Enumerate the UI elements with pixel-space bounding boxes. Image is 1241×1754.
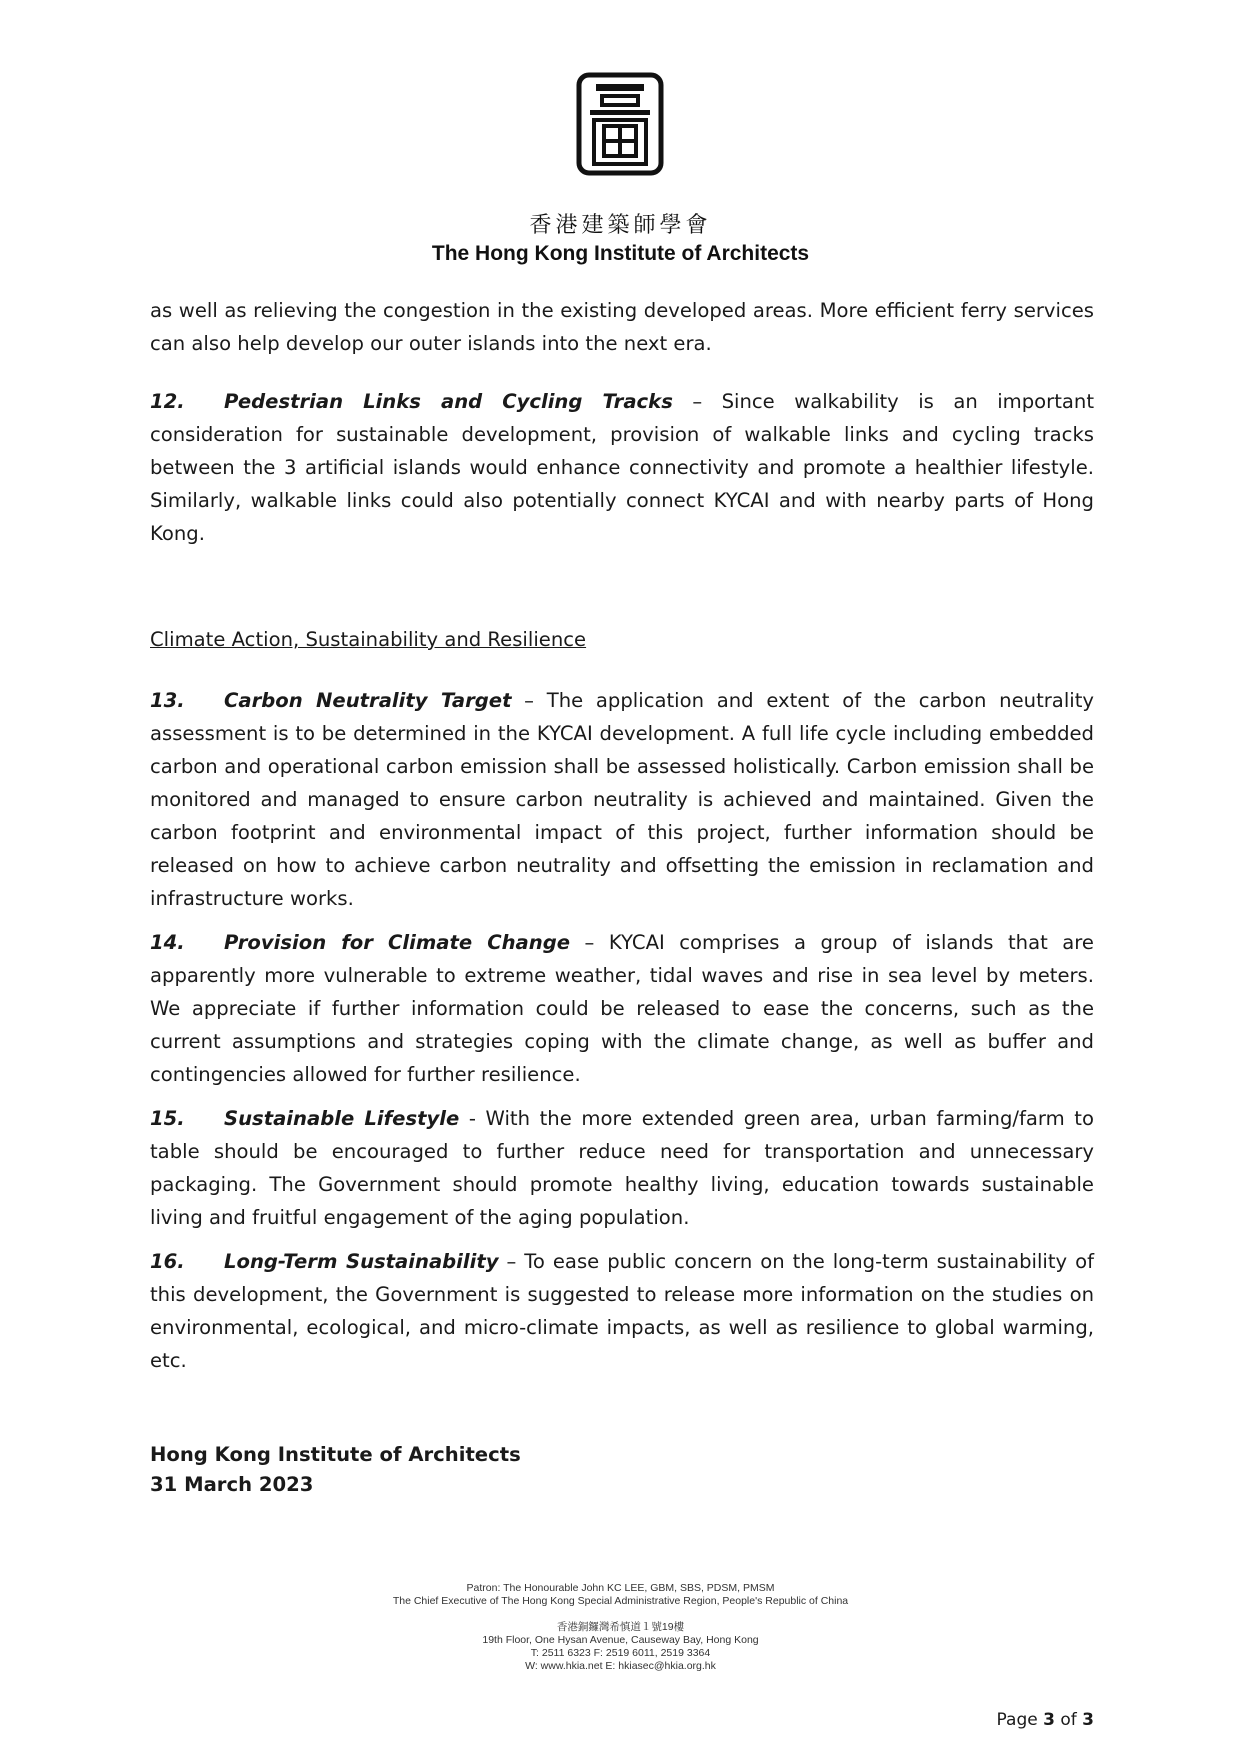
page-number xyxy=(997,1710,1094,1730)
item-number: 13. xyxy=(150,689,185,712)
item-separator: – xyxy=(570,931,609,954)
item-number: 15. xyxy=(150,1107,185,1130)
item-12 xyxy=(150,385,1094,550)
item-title: Long-Term Sustainability xyxy=(224,1250,499,1273)
footer xyxy=(0,1582,1241,1673)
item-separator: - xyxy=(459,1107,486,1130)
item-text: To ease public concern on the long-term sustainability of this development, the Government is suggested to release more information on the studies on environmental, ecological, and micro-climate impacts, as well as resilience to global warming, etc. xyxy=(150,1250,1094,1372)
item-separator: – xyxy=(498,1250,525,1273)
page-prefix: Page xyxy=(996,1710,1044,1730)
footer-address-cn: 香港銅鑼灣希慎道１號19樓 xyxy=(556,1621,685,1633)
item-text: Since walkability is an important consideration for sustainable development, provision of walkable links and cycling tracks between the 3 artificial islands would enhance connectivity and promote a healthier lifestyle. Similarly, walkable links could also potentially connect KYCAI and with nearby parts of Hong Kong. xyxy=(150,390,1095,545)
signature-date: 31 March 2023 xyxy=(150,1473,314,1496)
item-title: Sustainable Lifestyle xyxy=(224,1107,460,1130)
footer-patron-line2: The Chief Executive of The Hong Kong Special Administrative Region, People's Republic of China xyxy=(392,1595,849,1607)
page-of: of xyxy=(1054,1710,1083,1730)
page-current: 3 xyxy=(1043,1710,1055,1730)
item-text: With the more extended green area, urban farming/farm to table should be encouraged to further reduce need for transportation and unnecessary packaging. The Government should promote healthy living, education towards sustainable living and fruitful engagement of the aging population. xyxy=(150,1107,1094,1229)
item-text: The application and extent of the carbon neutrality assessment is to be determined in the KYCAI development. A full life cycle including embedded carbon and operational carbon emission shall be assessed holistically. Carbon emission shall be monitored and managed to ensure carbon neutrality is achieved and maintained. Given the carbon footprint and environmental impact of this project, further information should be released on how to achieve carbon neutrality and offsetting the emission in reclamation and infrastructure works. xyxy=(150,689,1094,910)
item-13 xyxy=(150,684,1094,915)
body-section xyxy=(150,684,1094,1377)
item-title: Provision for Climate Change xyxy=(224,931,571,954)
page-total: 3 xyxy=(1082,1710,1094,1730)
item-number: 16. xyxy=(150,1250,185,1273)
body-top xyxy=(150,294,1094,550)
item-number: 12. xyxy=(150,390,185,413)
item-15 xyxy=(150,1102,1094,1234)
item-text: KYCAI comprises a group of islands that are apparently more vulnerable to extreme weather, tidal waves and rise in sea level by meters. We appreciate if further information could be released to ease the concerns, such as the current assumptions and strategies coping with the climate change, as well as buffer and contingencies allowed for further resilience. xyxy=(150,931,1094,1086)
signature-org: Hong Kong Institute of Architects xyxy=(150,1443,521,1466)
section-heading: Climate Action, Sustainability and Resilience xyxy=(150,628,587,651)
item-title: Carbon Neutrality Target xyxy=(224,689,512,712)
continuation-paragraph: as well as relieving the congestion in the existing developed areas. More efficient ferry services can also help develop our outer islands into the next era. xyxy=(150,299,1094,355)
item-14 xyxy=(150,926,1094,1091)
item-16 xyxy=(150,1245,1094,1377)
org-name-chinese: 香港建築師學會 xyxy=(529,213,712,238)
item-separator: – xyxy=(511,689,547,712)
item-number: 14. xyxy=(150,931,185,954)
signature-block xyxy=(150,1440,521,1500)
footer-phone: T: 2511 6323 F: 2519 6011, 2519 3364 xyxy=(530,1647,711,1659)
footer-address-en: 19th Floor, One Hysan Avenue, Causeway Bay, Hong Kong xyxy=(482,1634,759,1646)
footer-patron-line1: Patron: The Honourable John KC LEE, GBM, SBS, PDSM, PMSM xyxy=(466,1582,775,1594)
item-title: Pedestrian Links and Cycling Tracks xyxy=(224,390,673,413)
hkia-seal-logo xyxy=(576,72,664,176)
org-name-english: The Hong Kong Institute of Architects xyxy=(431,242,810,265)
footer-web-email: W: www.hkia.net E: hkiasec@hkia.org.hk xyxy=(525,1660,716,1672)
item-separator: – xyxy=(672,390,722,413)
